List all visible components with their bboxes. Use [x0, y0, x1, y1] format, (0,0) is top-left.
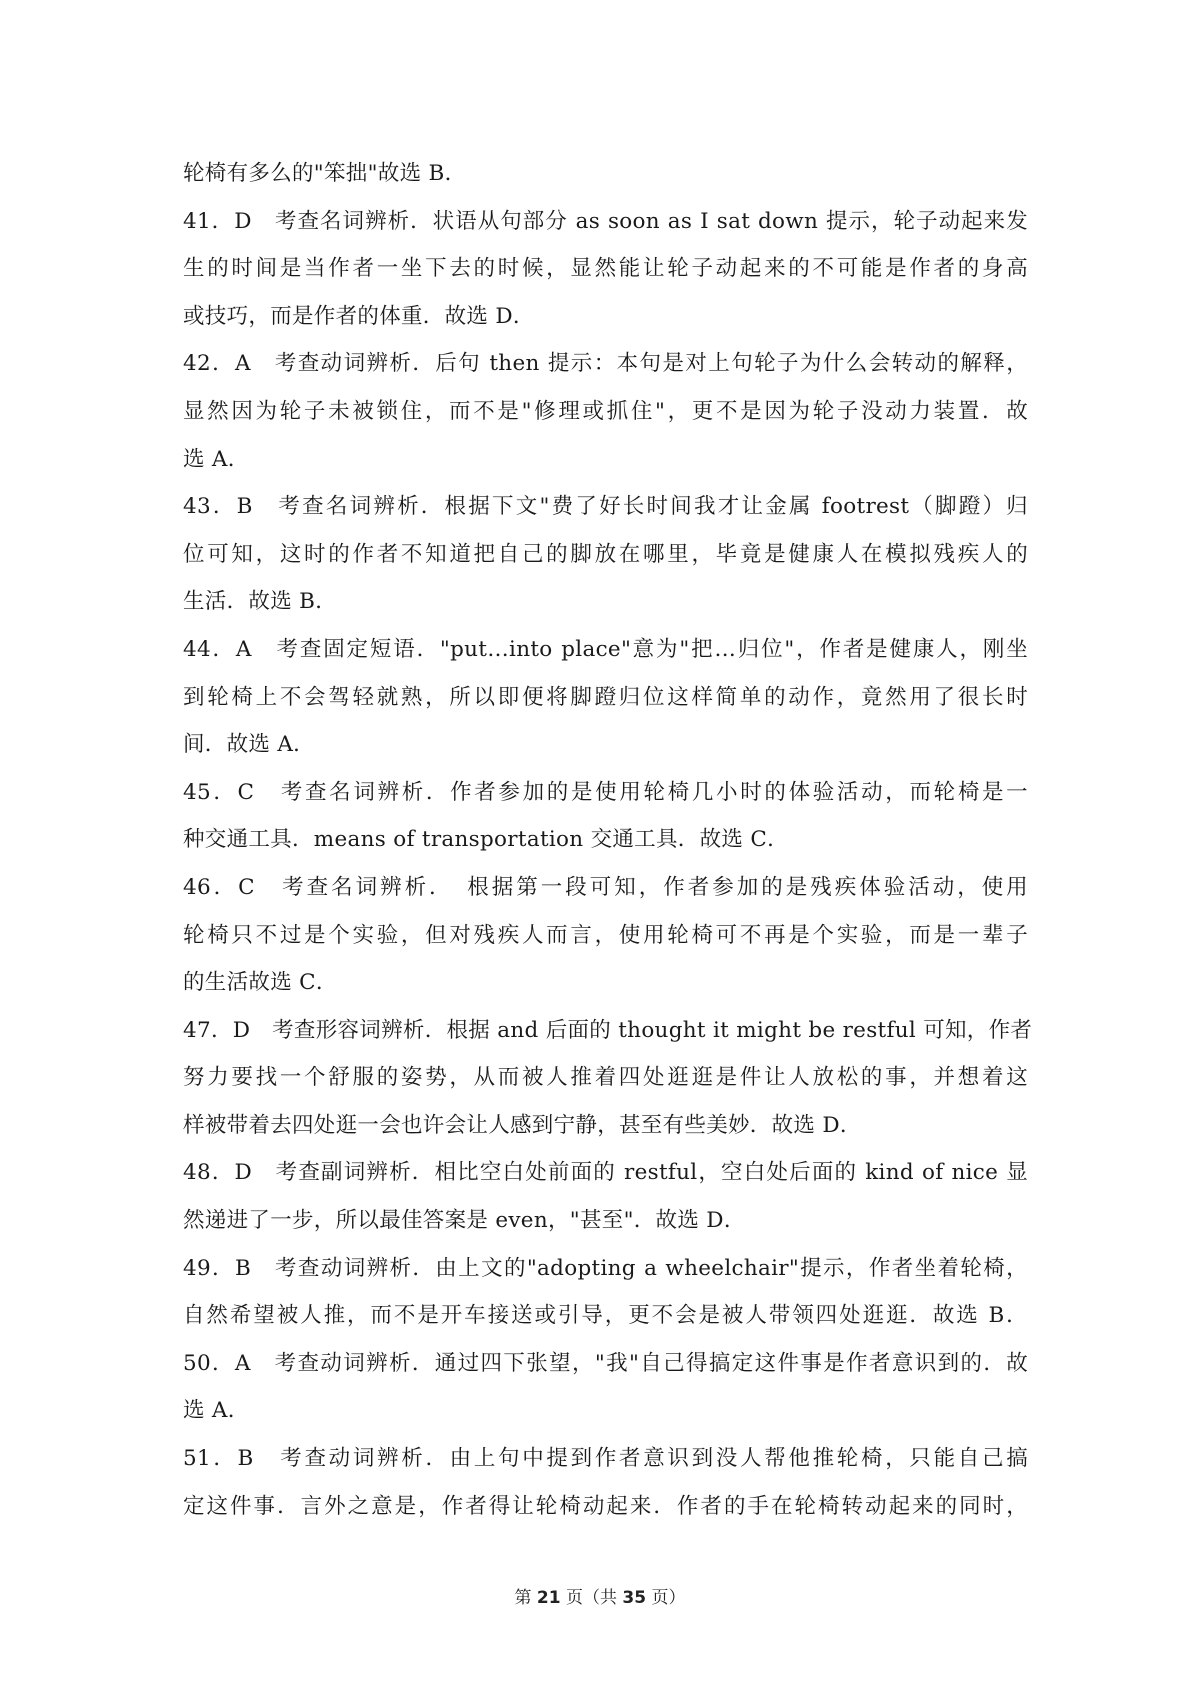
text-line: 生活．故选 B．: [183, 589, 338, 615]
text-line: 46．C 考查名词辨析． 根据第一段可知，作者参加的是残疾体验活动，使用: [183, 874, 1028, 900]
text-line: 定这件事．言外之意是，作者得让轮椅动起来．作者的手在轮椅转动起来的同时，: [183, 1493, 1028, 1519]
text-line: 43．B 考查名词辨析．根据下文"费了好长时间我才让金属 footrest（脚蹬）归: [183, 494, 1028, 520]
text-line: 到轮椅上不会驾轻就熟，所以即便将脚蹬归位这样简单的动作，竟然用了很长时: [183, 684, 1028, 710]
text-line: 样被带着去四处逛一会也许会让人感到宁静，甚至有些美妙．故选 D．: [183, 1112, 862, 1138]
text-line: 生的时间是当作者一坐下去的时候，显然能让轮子动起来的不可能是作者的身高: [183, 256, 1028, 282]
text-line: 轮椅有多么的"笨拙"故选 B．: [183, 161, 467, 186]
text-line: 41．D 考查名词辨析．状语从句部分 as soon as I sat down 提示，轮子动起来发: [183, 208, 1028, 234]
text-line: 或技巧，而是作者的体重．故选 D．: [183, 303, 535, 329]
text-line: 47．D 考查形容词辨析．根据 and 后面的 thought it might be restful 可知，作者: [183, 1017, 1033, 1043]
text-line: 44．A 考查固定短语．"put…into place"意为"把…归位"，作者是健康人，刚坐: [183, 636, 1028, 662]
text-line: 49．B 考查动词辨析．由上文的"adopting a wheelchair"提示，作者坐着轮椅，: [183, 1255, 1028, 1281]
text-line: 轮椅只不过是个实验，但对残疾人而言，使用轮椅可不再是个实验，而是一辈子: [183, 922, 1028, 948]
text-line: 45．C 考查名词辨析．作者参加的是使用轮椅几小时的体验活动，而轮椅是一: [183, 779, 1028, 805]
text-line: 51．B 考查动词辨析．由上句中提到作者意识到没人帮他推轮椅，只能自己搞: [183, 1446, 1028, 1472]
page-footer: [0, 1583, 1200, 1608]
footer-middle: 页（共: [560, 1588, 623, 1608]
text-line: 的生活故选 C．: [183, 970, 338, 996]
text-line: 自然希望被人推，而不是开车接送或引导，更不会是被人带领四处逛逛．故选 B．: [183, 1303, 1028, 1329]
text-line: 间．故选 A．: [183, 732, 315, 758]
text-line: 显然因为轮子未被锁住，而不是"修理或抓住"，更不是因为轮子没动力装置．故: [183, 398, 1028, 424]
total-page-count: 35: [622, 1588, 647, 1608]
text-line: 48．D 考查副词辨析．相比空白处前面的 restful，空白处后面的 kind of nice 显: [183, 1160, 1028, 1186]
text-line: 位可知，这时的作者不知道把自己的脚放在哪里，毕竟是健康人在模拟残疾人的: [183, 541, 1028, 567]
text-line: 50．A 考查动词辨析．通过四下张望，"我"自己得搞定这件事是作者意识到的．故: [183, 1350, 1028, 1376]
answer-explanation-body: [183, 150, 1033, 1530]
text-line: 然递进了一步，所以最佳答案是 even，"甚至"．故选 D．: [183, 1208, 746, 1234]
footer-prefix: 第: [514, 1588, 537, 1608]
footer-suffix: 页）: [646, 1588, 686, 1608]
text-line: 努力要找一个舒服的姿势，从而被人推着四处逛逛是件让人放松的事，并想着这: [183, 1065, 1028, 1091]
current-page-number: 21: [536, 1588, 561, 1608]
text-line: 选 A．: [183, 1398, 250, 1424]
text-line: 42．A 考查动词辨析．后句 then 提示：本句是对上句轮子为什么会转动的解释，: [183, 351, 1028, 377]
text-line: 选 A．: [183, 446, 250, 472]
text-line: 种交通工具．means of transportation 交通工具．故选 C．: [183, 827, 789, 853]
